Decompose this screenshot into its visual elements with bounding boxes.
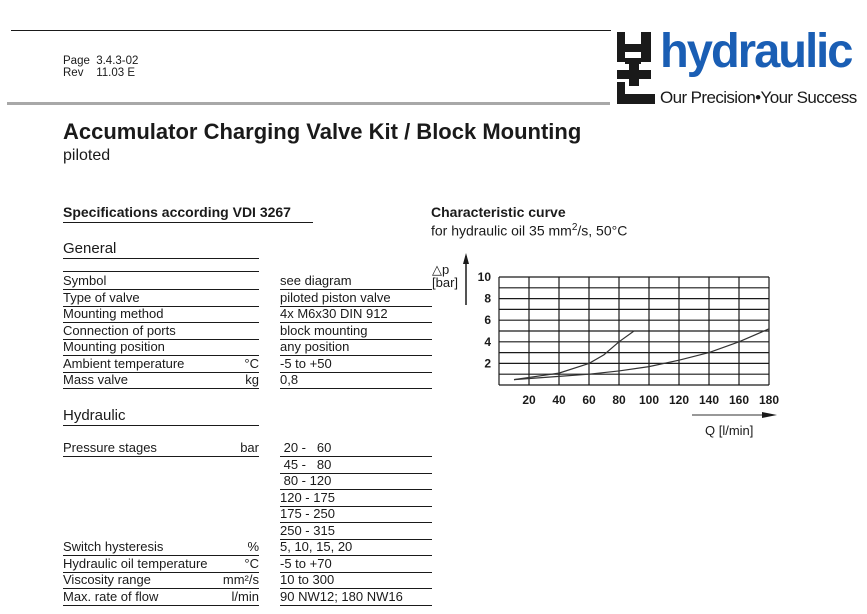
spec-label [63,557,259,573]
x-axis-arrow-icon [762,412,777,418]
spec-label-text: Viscosity range [63,572,151,587]
chart-title: Characteristic curve [431,204,566,220]
pressure-stage-row [63,441,432,457]
x-tick-label: 80 [612,393,626,407]
y-tick-label: 2 [484,356,491,371]
spec-label [63,590,259,606]
characteristic-curve-chart [420,250,800,450]
hydraulic-heading: Hydraulic [63,407,259,426]
y-tick-label: 4 [484,334,491,349]
general-heading: General [63,240,259,259]
spec-value: piloted piston valve [280,291,432,307]
pressure-stage-value: 20 - 60 [280,441,432,457]
spec-label [63,340,259,356]
chart-subtitle-sup: 2 [571,222,578,233]
spec-value: see diagram [280,274,432,290]
spec-row [63,291,432,307]
spec-row [63,540,432,556]
chart-subtitle-text: for hydraulic oil 35 mm [431,222,572,239]
header-gray-rule [7,102,610,105]
chart-curves [514,329,769,380]
x-tick-label: 40 [552,393,566,407]
pressure-stage-row [63,507,432,523]
spec-label-text: Mass valve [63,372,129,387]
spec-label-text: Mounting position [63,339,165,354]
x-tick-label: 60 [582,393,596,407]
curve-nw12 [514,331,634,380]
spec-value: block mounting [280,324,432,340]
spec-value: -5 to +50 [280,357,432,373]
x-tick-label: 140 [698,393,720,407]
spec-value: 10 to 300 [280,573,432,589]
spec-label [63,540,259,556]
spec-label [63,324,259,340]
spec-value: 90 NW12; 180 NW16 [280,590,432,606]
pressure-stage-value: 45 - 80 [280,458,432,474]
spec-unit: °C [244,355,259,371]
specs-heading: Specifications according VDI 3267 [63,204,313,223]
spec-label-text: Max. rate of flow [63,588,159,604]
spec-unit: °C [244,555,259,571]
x-tick-label: 180 [758,393,780,407]
chart-ticks [478,270,780,407]
spec-label [63,357,259,373]
spec-value: -5 to +70 [280,557,432,573]
page-title: Accumulator Charging Valve Kit / Block Mounting [63,119,582,144]
brand-slogan: Our Precision•Your Success [660,88,857,107]
spec-row [63,357,432,373]
y-tick-label: 8 [484,291,491,306]
y-axis-arrow-icon [463,253,469,264]
spec-value: 0,8 [280,373,432,389]
pressure-stage-value: 120 - 175 [280,491,432,507]
spec-label-text: Symbol [63,273,107,288]
x-tick-label: 100 [638,393,660,407]
curve-nw16 [514,329,769,380]
x-tick-label: 160 [728,393,750,407]
pressure-stage-value: 175 - 250 [280,507,432,523]
chart-subtitle [431,222,627,239]
y-axis-symbol: △p [432,262,450,277]
spec-row [63,373,432,389]
pressure-stages-unit: bar [240,440,259,455]
spec-label-text: Type of valve [63,289,140,305]
spec-label-text: Switch hysteresis [63,539,164,554]
x-tick-label: 20 [522,393,536,407]
spec-label [63,573,259,589]
spec-row [63,557,432,573]
page-label: Page [63,55,90,67]
pressure-stage-row [63,458,432,474]
spec-unit: kg [245,372,259,387]
pressure-stages-label: Pressure stages [63,440,157,455]
chart-subtitle-tail: /s, 50°C [577,222,628,239]
y-tick-label: 6 [484,313,491,328]
x-axis-label: Q [l/min] [705,423,754,438]
page-subtitle: piloted [63,147,111,164]
brand-logo-text: hydraulic [660,25,852,78]
spec-label [63,307,259,323]
spec-row [63,340,432,356]
spec-unit: l/min [231,588,259,604]
page-number: 3.4.3-02 [96,55,139,67]
general-top-rule [63,271,259,272]
spec-row [63,324,432,340]
pressure-stage-value: 250 - 315 [280,524,432,540]
spec-label-text: Connection of ports [63,322,176,338]
spec-label [63,291,259,307]
spec-unit: mm²/s [222,572,259,587]
ht-logo-icon [615,30,655,106]
pressure-stage-row [63,524,432,540]
spec-label-text: Hydraulic oil temperature [63,555,208,571]
pressure-stage-row [63,491,432,507]
y-axis-unit: [bar] [432,275,459,290]
spec-row [63,274,432,290]
pressure-stage-value: 80 - 120 [280,474,432,490]
rev-number: 11.03 E [96,67,135,79]
x-tick-label: 120 [668,393,690,407]
page-info [63,55,138,79]
spec-value: 5, 10, 15, 20 [280,540,432,556]
spec-label [63,373,259,389]
header-rule [11,30,611,31]
spec-label-text: Ambient temperature [63,355,185,371]
y-tick-label: 10 [477,270,491,284]
spec-unit: % [247,539,259,554]
spec-row [63,307,432,323]
spec-row [63,573,432,589]
spec-value: any position [280,340,432,356]
spec-row [63,590,432,606]
spec-label-text: Mounting method [63,306,164,321]
pressure-stage-row [63,474,432,490]
spec-value: 4x M6x30 DIN 912 [280,307,432,323]
rev-label: Rev [63,67,84,79]
spec-label [63,274,259,290]
